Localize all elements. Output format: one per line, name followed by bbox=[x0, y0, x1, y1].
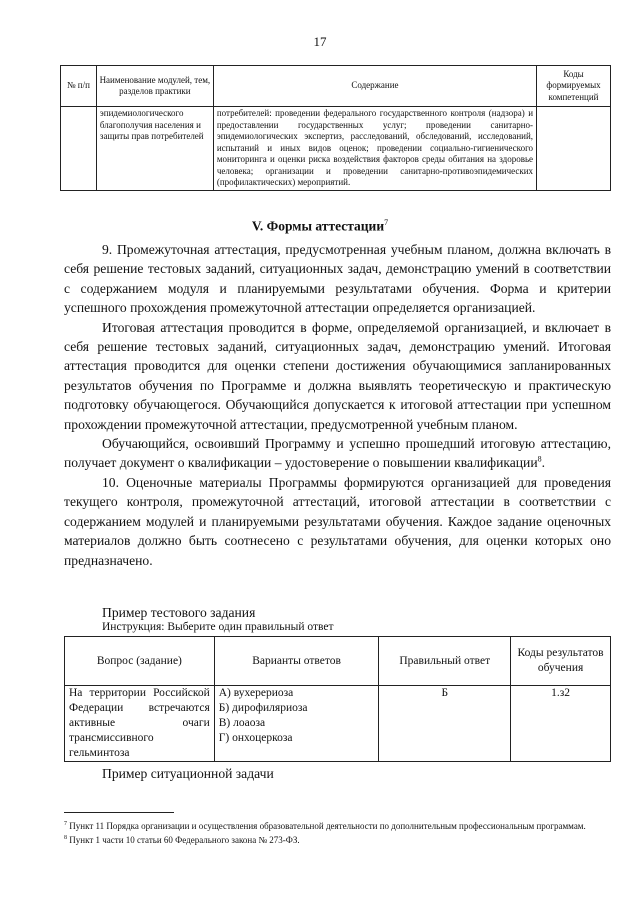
header-module-name: Наименование модулей, тем, разделов практики bbox=[96, 66, 213, 107]
header-num: № п/п bbox=[61, 66, 97, 107]
body-text bbox=[64, 240, 611, 570]
cell-correct-answer: Б bbox=[379, 686, 511, 762]
paragraph-qualification-end: . bbox=[541, 455, 546, 471]
footnote-7-mark: 7 bbox=[64, 821, 67, 827]
cell-competence-codes bbox=[537, 107, 611, 191]
section-title bbox=[0, 218, 640, 235]
situational-task-title: Пример ситуационной задачи bbox=[102, 766, 274, 781]
test-instruction: Инструкция: Выберите один правильный ответ bbox=[102, 621, 334, 633]
answer-option: А) вухерериоза bbox=[218, 687, 294, 699]
footnote-ref-8: 8 bbox=[537, 454, 542, 464]
test-table-header-row bbox=[65, 637, 611, 686]
footnote-8 bbox=[64, 832, 611, 846]
paragraph-qualification-document bbox=[64, 434, 611, 473]
test-example-title: Пример тестового задания bbox=[102, 605, 256, 620]
header-result-codes: Коды результатов обучения bbox=[511, 637, 611, 686]
footnote-7 bbox=[64, 818, 611, 832]
paragraph-assessment-materials: 10. Оценочные материалы Программы формируются организацией для проведения текущего контроля, промежуточной аттестаций, итоговой аттестации в соответствии с содержанием модулей и планируемыми результатами обучения. Каждое задание оценочных материалов должно быть соотнесено с результатами обучения, для оценки которых оно предназначено. bbox=[64, 474, 611, 568]
page-number: 17 bbox=[313, 34, 327, 49]
table-row bbox=[61, 107, 611, 191]
cell-module-name: эпидемиологического благополучия населения и защиты прав потребителей bbox=[96, 107, 213, 191]
footnote-8-mark: 8 bbox=[64, 835, 67, 841]
paragraph-qualification-text: Обучающийся, освоивший Программу и успешно прошедший итоговую аттестацию, получает документ о квалификации – удостоверение о повышении квалификации bbox=[64, 436, 611, 471]
footnote-7-text: Пункт 11 Порядка организации и осуществления образовательной деятельности по дополнительным профессиональным программам. bbox=[67, 821, 586, 831]
cell-result-codes: 1.з2 bbox=[511, 686, 611, 762]
footnote-ref-7: 7 bbox=[384, 218, 389, 227]
header-question: Вопрос (задание) bbox=[65, 637, 215, 686]
cell-content: потребителей: проведении федерального государственного контроля (надзора) и предоставлении государственных услуг; проведении санитарно-эпидемиологических экспертиз, расследований, обследований, исследований, испытаний и иных видов оценок; проведении социально-гигиенического мониторинга и оценки риска воздействия факторов среды обитания на здоровье человека; организации и проведении санитарно-противоэпидемических (профилактических) мероприятий. bbox=[213, 107, 536, 191]
paragraph-intermediate-attestation: 9. Промежуточная аттестация, предусмотренная учебным планом, должна включать в себя решение тестовых заданий, ситуационных задач, демонстрацию умений в соответствии с содержанием модуля и планируемыми результатами обучения. Форма и критерии успешного прохождения промежуточной аттестации определяется организацией. bbox=[64, 242, 611, 316]
section-title-text: V. Формы аттестации bbox=[251, 218, 385, 234]
answer-option: Б) дирофиляриоза bbox=[218, 702, 308, 714]
footnote-8-text: Пункт 1 части 10 статьи 60 Федерального закона № 273-ФЗ. bbox=[67, 835, 300, 845]
header-correct-answer: Правильный ответ bbox=[379, 637, 511, 686]
paragraph-final-attestation: Итоговая аттестация проводится в форме, определяемой организацией, и включает в себя решение тестовых заданий, ситуационных задач, демонстрацию умений. Итоговая аттестация проводится для оценки степени достижения обучающимися запланированных результатов обучения по Программе и должна выявлять теоретическую и практическую подготовку обучающегося. Обучающийся допускается к итоговой аттестации при успешном прохождении промежуточной аттестации, предусмотренной учебным планом. bbox=[64, 319, 611, 432]
curriculum-table-header-row bbox=[61, 66, 611, 107]
answer-option: Г) онхоцеркоза bbox=[218, 732, 293, 744]
answer-option: В) лоаоза bbox=[218, 717, 266, 729]
footnotes bbox=[64, 818, 611, 846]
table-row bbox=[65, 686, 611, 762]
cell-options bbox=[214, 686, 379, 762]
curriculum-table bbox=[60, 65, 611, 191]
header-content: Содержание bbox=[213, 66, 536, 107]
footnote-divider bbox=[64, 812, 174, 813]
cell-num bbox=[61, 107, 97, 191]
header-competence-codes: Коды формируемых компетенций bbox=[537, 66, 611, 107]
header-options: Варианты ответов bbox=[214, 637, 379, 686]
test-example-table bbox=[64, 636, 611, 762]
cell-question: На территории Российской Федерации встречаются активные очаги трансмиссивного гельминтоза bbox=[65, 686, 215, 762]
